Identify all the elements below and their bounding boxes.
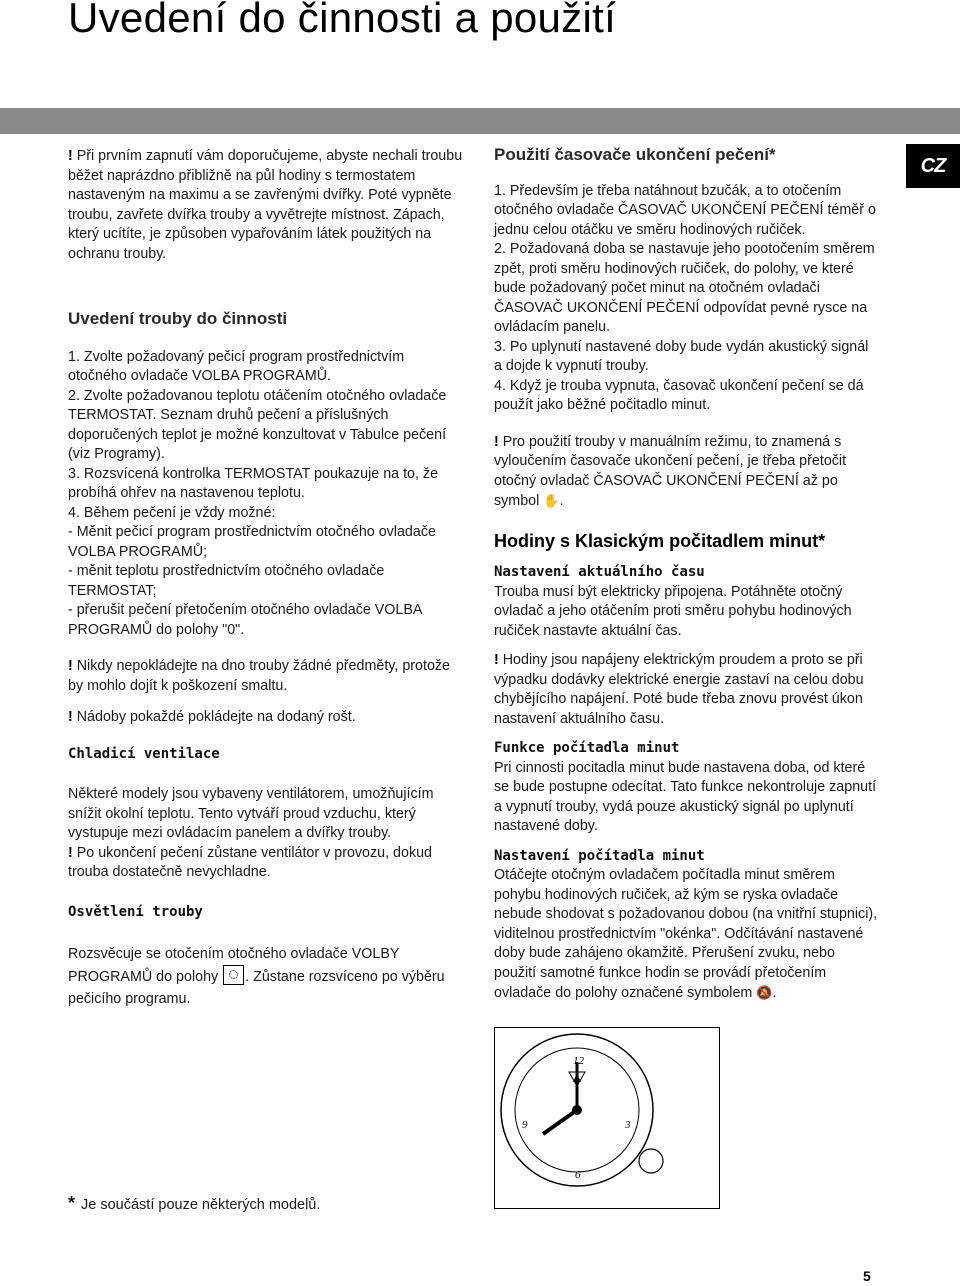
minute-func-text: Pri cinnosti pocitadla minut bude nastavena doba, od které se bude postupne odecítat. Tato funkce nekontroluje zapnutí a vypnutí trouby, vydá pouze akustický signál po uplynutí nastavené doby. <box>494 759 877 834</box>
clock-face-icon <box>495 1028 719 1208</box>
cooling-warning: ! Po ukončení pečení zůstane ventilátor v provozu, dokud trouba dostatečně nevychladne. <box>68 844 463 883</box>
step-4: 4. Během pečení je vždy možné: <box>68 504 276 521</box>
timer-step-4: 4. Když je trouba vypnuta, časovač ukončení pečení se dá použít jako běžné počitadlo minut. <box>494 377 864 413</box>
cooling-text: Některé modely jsou vybaveny ventilátorem, umožňujícím snížit okolní teplotu. Tento vytváří proud vzduchu, který vystupuje mezi ovládacím panelem a dvířky trouby. <box>68 786 434 841</box>
header-band <box>0 108 960 134</box>
timer-step-1: 1. Především je třeba natáhnout bzučák, a to otočením otočného ovladače ČASOVAČ UKONČENÍ PEČENÍ téměř o jednu celou otáčku ve směru hodinových ručiček. <box>494 182 876 238</box>
clock-numeral-6: 6 <box>575 1169 581 1181</box>
footnote: * Je součástí pouze některých modelů. <box>68 1193 321 1213</box>
set-time-text: Trouba musí být elektricky připojena. Potáhněte otočný ovladač a jeho otáčením proti směru pohybu hodinových ručiček nastavte aktuální čas. <box>494 583 852 639</box>
bell-crossed-symbol-icon: 🔕 <box>756 985 773 1000</box>
warning-rack: ! Nádoby pokaždé pokládejte na dodaný rošt. <box>68 708 463 728</box>
clock-numeral-9: 9 <box>522 1119 528 1131</box>
step-3: 3. Rozsvícená kontrolka TERMOSTAT poukazuje na to, že probíhá ohřev na nastavenou teplotu. <box>68 465 439 501</box>
hand-symbol-icon: ✋ <box>543 493 560 508</box>
clock-numeral-3: 3 <box>625 1119 631 1131</box>
page-title: Uvedení do činnosti a použití <box>68 0 617 41</box>
oven-light-symbol-icon <box>223 965 244 985</box>
timer-step-2: 2. Požadovaná doba se nastavuje jeho pootočením směrem zpět, proti směru hodinových ručiček, do polohy, ve které bude požadovaný počet minut na otočném ovladači ČASOVAČ UKONČENÍ PEČENÍ odpovídat pevné rysce na ovládacím panelu. <box>494 241 875 335</box>
minute-set-title: Nastavení počítadla minut <box>494 847 705 864</box>
step-2: 2. Zvolte požadovanou teplotu otáčením otočného ovladače TERMOSTAT. Seznam druhů pečení a příslušných doporučených teplot je možné konzultovat v Tabulce pečení (viz Programy). <box>68 387 447 462</box>
power-warning: ! Hodiny jsou napájeny elektrickým proudem a proto se při výpadku dodávky elektrické energie zastaví na celou dobu chybějícího napájení. Poté bude třeba znovu provést úkon nastavení aktuálního času. <box>494 651 879 729</box>
page-number: 5 <box>863 1268 871 1284</box>
cooling-title: Chladicí ventilace <box>68 745 220 762</box>
clock-numeral-12: 12 <box>573 1055 584 1067</box>
during-item: - měnit teplotu prostřednictvím otočného ovladače TERMOSTAT; <box>68 563 385 599</box>
left-column <box>68 147 463 1010</box>
intro-warning: ! Při prvním zapnutí vám doporučujeme, abyste nechali troubu běžet naprázdno přibližně na půl hodiny s termostatem nastaveným na maximu a se zavřenými dvířky. Poté vypněte troubu, zavřete dvířka trouby a vyvětrejte místnost. Zápach, který ucítíte, je způsoben vypařováním látek použitých na ochranu trouby. <box>68 147 463 264</box>
step-1: 1. Zvolte požadovaný pečicí program prostřednictvím otočného ovladače VOLBA PROGRAMŮ. <box>68 348 405 384</box>
section-title-start: Uvedení trouby do činnosti <box>68 309 288 328</box>
timer-warning: ! Pro použití trouby v manuálním režimu, to znamená s vyloučením časovače ukončení pečení, je třeba přetočit otočný ovladač ČASOVAČ UKONČENÍ PEČENÍ až po symbol ✋. <box>494 433 879 512</box>
timer-title: Použití časovače ukončení pečení* <box>494 145 776 164</box>
minute-func-title: Funkce počítadla minut <box>494 740 680 756</box>
right-column <box>494 145 879 1004</box>
clock-title: Hodiny s Klasickým počitadlem minut* <box>494 530 826 551</box>
set-time-title: Nastavení aktuálního času <box>494 564 705 580</box>
timer-step-3: 3. Po uplynutí nastavené doby bude vydán akustický signál a dojde k vypnutí trouby. <box>494 338 869 374</box>
during-item: - Měnit pečicí program prostřednictvím otočného ovladače VOLBA PROGRAMŮ; <box>68 524 436 560</box>
during-item: - přerušit pečení přetočením otočného ovladače VOLBA PROGRAMŮ do polohy "0". <box>68 602 422 638</box>
light-text: Rozsvěcuje se otočením otočného ovladače VOLBY PROGRAMŮ do polohy . Zůstane rozsvíceno po výběru pečicího programu. <box>68 946 445 1007</box>
light-title: Osvětlení trouby <box>68 903 203 920</box>
language-tab: CZ <box>906 144 960 188</box>
minute-set-text: Otáčejte otočným ovladačem počítadla minut směrem pohybu hodinových ručiček, až kým se ryska ovladače nebude shodovat s požadovanou dobou (na vnitřní stupnici), viditelnou prostřednictvím "okénka". Odčítávání nastavené doby bude zahájeno okamžitě. Přerušení zvuku, nebo použití samotné funkce hodin se provádí přetočením ovladače do polohy označené symbolem 🔕. <box>494 867 878 1001</box>
warning-bottom: ! Nikdy nepokládejte na dno trouby žádné předměty, protože by mohlo dojít k poškození smaltu. <box>68 657 463 696</box>
clock-illustration <box>494 1027 720 1209</box>
